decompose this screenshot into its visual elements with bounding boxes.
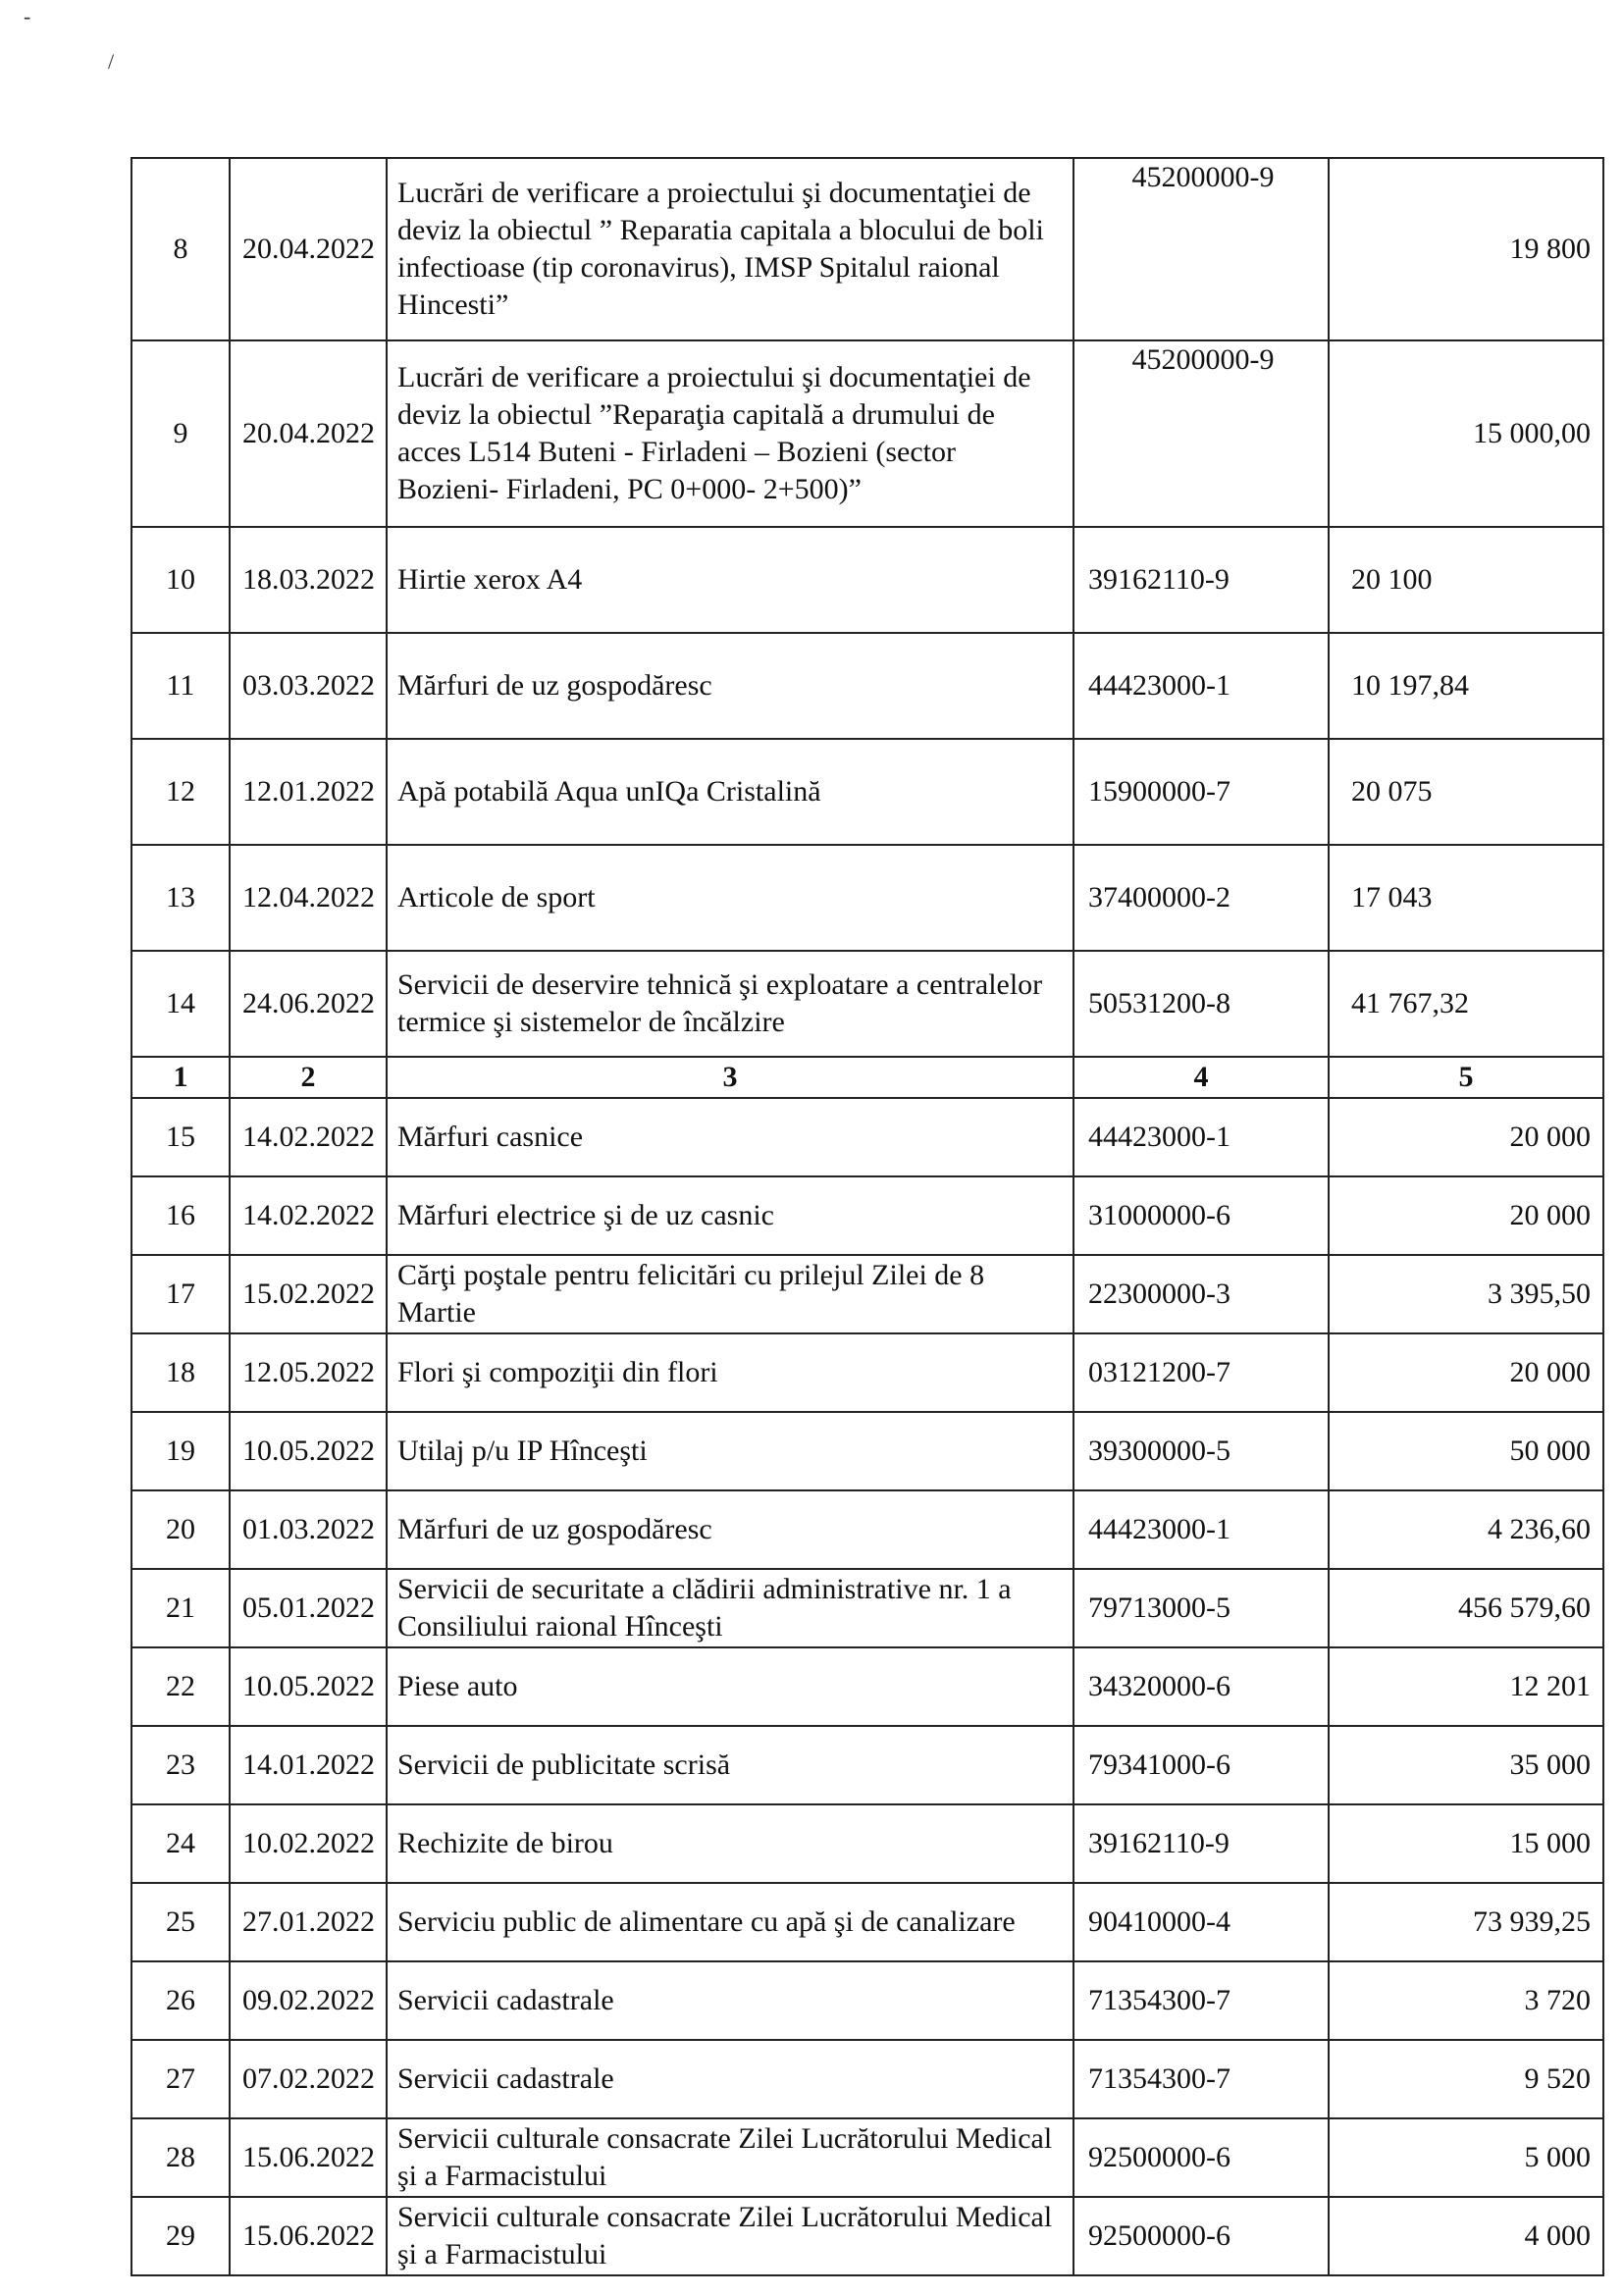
table-row	[131, 1883, 1603, 1961]
row-cpv-code: 44423000-1	[1073, 1490, 1329, 1569]
row-value: 20 000	[1329, 1333, 1603, 1412]
row-number: 18	[131, 1333, 230, 1412]
table-row	[131, 158, 1603, 340]
table-row	[131, 1176, 1603, 1255]
header-col-5: 5	[1329, 1057, 1603, 1098]
row-date: 20.04.2022	[230, 340, 387, 527]
row-cpv-code: 50531200-8	[1073, 951, 1329, 1057]
row-cpv-code: 44423000-1	[1073, 1098, 1329, 1176]
row-value: 4 236,60	[1329, 1490, 1603, 1569]
table-row	[131, 1490, 1603, 1569]
row-date: 24.06.2022	[230, 951, 387, 1057]
table-row	[131, 1961, 1603, 2040]
row-number: 11	[131, 633, 230, 739]
row-description: Lucrări de verificare a proiectului şi documentaţiei de deviz la obiectul ”Reparaţia capitală a drumului de acces L514 Buteni - Firladeni – Bozieni (sector Bozieni- Firladeni, PC 0+000- 2+500)”	[387, 340, 1073, 527]
row-cpv-code: 92500000-6	[1073, 2197, 1329, 2275]
table-row	[131, 845, 1603, 951]
row-description: Lucrări de verificare a proiectului şi documentaţiei de deviz la obiectul ” Reparatia capitala a blocului de boli infectioase (tip coronavirus), IMSP Spitalul raional Hincesti”	[387, 158, 1073, 340]
row-value: 20 000	[1329, 1176, 1603, 1255]
row-description: Servicii de deservire tehnică şi exploatare a centralelor termice şi sistemelor de încălzire	[387, 951, 1073, 1057]
row-number: 22	[131, 1647, 230, 1726]
row-description: Cărţi poştale pentru felicitări cu prilejul Zilei de 8 Martie	[387, 1255, 1073, 1333]
table-body-bottom	[131, 1098, 1603, 2275]
row-date: 18.03.2022	[230, 527, 387, 633]
row-number: 23	[131, 1726, 230, 1804]
row-cpv-code: 15900000-7	[1073, 739, 1329, 845]
row-description: Articole de sport	[387, 845, 1073, 951]
row-number: 24	[131, 1804, 230, 1883]
row-value: 19 800	[1329, 158, 1603, 340]
procurement-table	[131, 157, 1604, 2276]
row-value: 15 000	[1329, 1804, 1603, 1883]
table-row	[131, 340, 1603, 527]
row-cpv-code: 34320000-6	[1073, 1647, 1329, 1726]
table-row	[131, 1333, 1603, 1412]
row-description: Servicii de publicitate scrisă	[387, 1726, 1073, 1804]
row-description: Servicii cadastrale	[387, 2040, 1073, 2118]
row-description: Servicii de securitate a clădirii administrative nr. 1 a Consiliului raional Hînceşti	[387, 1569, 1073, 1647]
row-description: Apă potabilă Aqua unIQa Cristalină	[387, 739, 1073, 845]
row-number: 19	[131, 1412, 230, 1490]
table-row	[131, 1255, 1603, 1333]
row-date: 03.03.2022	[230, 633, 387, 739]
row-date: 20.04.2022	[230, 158, 387, 340]
row-date: 27.01.2022	[230, 1883, 387, 1961]
row-date: 10.02.2022	[230, 1804, 387, 1883]
row-number: 16	[131, 1176, 230, 1255]
row-date: 05.01.2022	[230, 1569, 387, 1647]
row-cpv-code: 22300000-3	[1073, 1255, 1329, 1333]
row-value: 12 201	[1329, 1647, 1603, 1726]
row-cpv-code: 45200000-9	[1073, 158, 1329, 340]
table-row	[131, 951, 1603, 1057]
row-cpv-code: 31000000-6	[1073, 1176, 1329, 1255]
table-row	[131, 1569, 1603, 1647]
table-row	[131, 739, 1603, 845]
row-value: 20 100	[1329, 527, 1603, 633]
row-cpv-code: 79713000-5	[1073, 1569, 1329, 1647]
row-value: 3 395,50	[1329, 1255, 1603, 1333]
header-col-4: 4	[1073, 1057, 1329, 1098]
row-value: 4 000	[1329, 2197, 1603, 2275]
table-row	[131, 2197, 1603, 2275]
row-number: 27	[131, 2040, 230, 2118]
row-description: Mărfuri casnice	[387, 1098, 1073, 1176]
row-description: Mărfuri de uz gospodăresc	[387, 1490, 1073, 1569]
row-value: 73 939,25	[1329, 1883, 1603, 1961]
row-description: Rechizite de birou	[387, 1804, 1073, 1883]
row-description: Servicii culturale consacrate Zilei Lucrătorului Medical şi a Farmacistului	[387, 2197, 1073, 2275]
row-number: 25	[131, 1883, 230, 1961]
row-number: 14	[131, 951, 230, 1057]
row-date: 07.02.2022	[230, 2040, 387, 2118]
row-date: 14.02.2022	[230, 1098, 387, 1176]
row-date: 14.02.2022	[230, 1176, 387, 1255]
row-cpv-code: 90410000-4	[1073, 1883, 1329, 1961]
row-description: Mărfuri electrice şi de uz casnic	[387, 1176, 1073, 1255]
row-cpv-code: 92500000-6	[1073, 2118, 1329, 2197]
table-row	[131, 1098, 1603, 1176]
row-value: 9 520	[1329, 2040, 1603, 2118]
row-value: 41 767,32	[1329, 951, 1603, 1057]
row-value: 3 720	[1329, 1961, 1603, 2040]
row-description: Serviciu public de alimentare cu apă şi de canalizare	[387, 1883, 1073, 1961]
scan-mark: -	[24, 4, 31, 28]
row-cpv-code: 45200000-9	[1073, 340, 1329, 527]
header-row	[131, 1057, 1603, 1098]
row-number: 28	[131, 2118, 230, 2197]
row-number: 12	[131, 739, 230, 845]
row-value: 20 075	[1329, 739, 1603, 845]
column-number-header	[131, 1057, 1603, 1098]
table-row	[131, 2040, 1603, 2118]
row-value: 15 000,00	[1329, 340, 1603, 527]
table-body-top	[131, 158, 1603, 1057]
row-date: 12.01.2022	[230, 739, 387, 845]
header-col-1: 1	[131, 1057, 230, 1098]
row-date: 15.06.2022	[230, 2118, 387, 2197]
row-date: 15.06.2022	[230, 2197, 387, 2275]
row-cpv-code: 03121200-7	[1073, 1333, 1329, 1412]
row-number: 9	[131, 340, 230, 527]
row-description: Hirtie xerox A4	[387, 527, 1073, 633]
row-number: 8	[131, 158, 230, 340]
row-description: Flori şi compoziţii din flori	[387, 1333, 1073, 1412]
row-description: Servicii culturale consacrate Zilei Lucrătorului Medical şi a Farmacistului	[387, 2118, 1073, 2197]
row-description: Piese auto	[387, 1647, 1073, 1726]
row-value: 456 579,60	[1329, 1569, 1603, 1647]
row-cpv-code: 71354300-7	[1073, 1961, 1329, 2040]
scan-mark: /	[108, 49, 115, 74]
row-cpv-code: 39300000-5	[1073, 1412, 1329, 1490]
row-description: Utilaj p/u IP Hînceşti	[387, 1412, 1073, 1490]
row-number: 10	[131, 527, 230, 633]
row-number: 17	[131, 1255, 230, 1333]
row-description: Servicii cadastrale	[387, 1961, 1073, 2040]
row-value: 10 197,84	[1329, 633, 1603, 739]
row-value: 17 043	[1329, 845, 1603, 951]
row-value: 5 000	[1329, 2118, 1603, 2197]
row-cpv-code: 79341000-6	[1073, 1726, 1329, 1804]
row-number: 13	[131, 845, 230, 951]
row-number: 29	[131, 2197, 230, 2275]
row-value: 50 000	[1329, 1412, 1603, 1490]
table-row	[131, 1647, 1603, 1726]
row-date: 10.05.2022	[230, 1412, 387, 1490]
row-value: 35 000	[1329, 1726, 1603, 1804]
row-cpv-code: 71354300-7	[1073, 2040, 1329, 2118]
header-col-3: 3	[387, 1057, 1073, 1098]
row-cpv-code: 37400000-2	[1073, 845, 1329, 951]
table-row	[131, 1726, 1603, 1804]
row-number: 20	[131, 1490, 230, 1569]
table-row	[131, 633, 1603, 739]
row-date: 09.02.2022	[230, 1961, 387, 2040]
row-description: Mărfuri de uz gospodăresc	[387, 633, 1073, 739]
row-date: 15.02.2022	[230, 1255, 387, 1333]
table-row	[131, 1804, 1603, 1883]
header-col-2: 2	[230, 1057, 387, 1098]
row-cpv-code: 39162110-9	[1073, 1804, 1329, 1883]
row-number: 26	[131, 1961, 230, 2040]
row-cpv-code: 44423000-1	[1073, 633, 1329, 739]
row-number: 21	[131, 1569, 230, 1647]
row-date: 10.05.2022	[230, 1647, 387, 1726]
row-date: 14.01.2022	[230, 1726, 387, 1804]
table-row	[131, 2118, 1603, 2197]
row-number: 15	[131, 1098, 230, 1176]
row-value: 20 000	[1329, 1098, 1603, 1176]
table-row	[131, 1412, 1603, 1490]
row-cpv-code: 39162110-9	[1073, 527, 1329, 633]
row-date: 12.04.2022	[230, 845, 387, 951]
row-date: 01.03.2022	[230, 1490, 387, 1569]
table-row	[131, 527, 1603, 633]
row-date: 12.05.2022	[230, 1333, 387, 1412]
